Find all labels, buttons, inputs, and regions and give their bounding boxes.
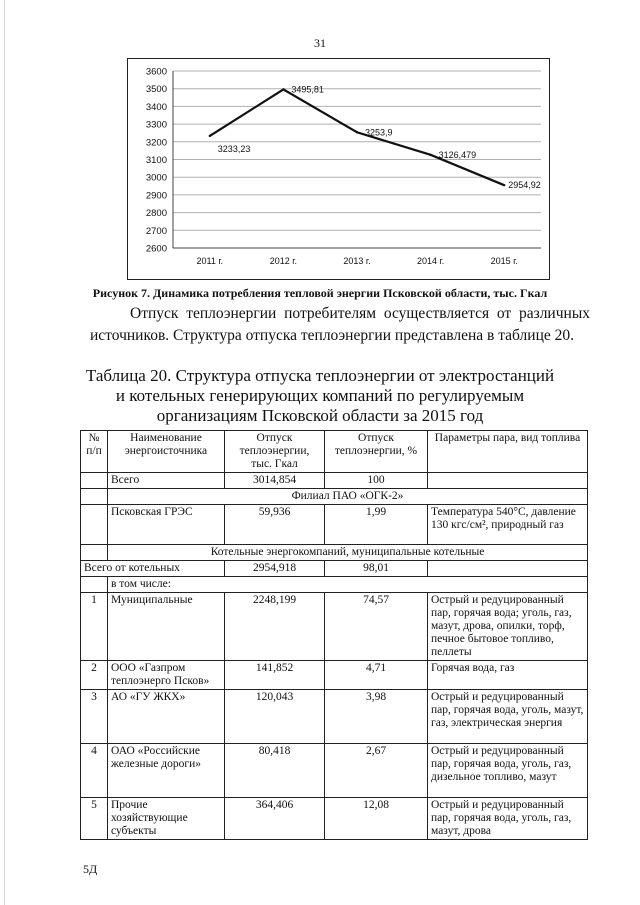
row-pct: 12,08 <box>325 798 428 840</box>
table-row <box>81 593 588 661</box>
header-source: Наименование энергоисточника <box>108 431 225 473</box>
row-name: Прочие хозяйствующие субъекты <box>108 798 225 840</box>
row-value: 141,852 <box>225 661 325 690</box>
gres-pct: 1,99 <box>325 505 428 545</box>
row-num: 2 <box>81 661 108 690</box>
x-tick-label: 2013 г. <box>343 256 371 266</box>
section-row <box>81 545 588 561</box>
boilers-total-pct: 98,01 <box>325 561 428 577</box>
x-tick-label: 2011 г. <box>196 256 224 266</box>
y-tick-label: 3200 <box>145 137 167 149</box>
row-pct: 74,57 <box>325 593 428 661</box>
section-ogk2: Филиал ПАО «ОГК-2» <box>108 489 588 505</box>
footer-mark: 5Д <box>83 862 98 876</box>
section-boilers: Котельные энергокомпаний, муниципальные котельные <box>108 545 588 561</box>
chart-svg <box>128 59 551 281</box>
row-name: ОАО «Российские железные дороги» <box>108 744 225 798</box>
row-params: Острый и редуцированный пар, горячая вода, уголь, газ, мазут, дрова <box>428 798 588 840</box>
row-pct: 2,67 <box>325 744 428 798</box>
total-row <box>81 473 588 489</box>
boilers-total-row <box>81 561 588 577</box>
y-tick-label: 3000 <box>145 172 167 184</box>
row-value: 80,418 <box>225 744 325 798</box>
total-pct: 100 <box>325 473 428 489</box>
data-label: 3233,23 <box>217 143 251 154</box>
row-pct: 3,98 <box>325 690 428 744</box>
including-label: в том числе: <box>108 577 588 593</box>
heat-supply-table <box>80 430 588 840</box>
data-label: 3253,9 <box>365 127 393 138</box>
page-edge <box>4 0 5 905</box>
y-tick-label: 2700 <box>145 225 167 237</box>
y-tick-label: 3300 <box>145 119 167 131</box>
header-row <box>81 431 588 473</box>
y-tick-label: 3600 <box>145 66 167 78</box>
y-tick-label: 3500 <box>145 84 167 96</box>
series-line <box>210 89 504 185</box>
total-value: 3014,854 <box>225 473 325 489</box>
data-point <box>282 88 284 90</box>
page-number: 31 <box>314 36 326 50</box>
y-tick-label: 2600 <box>145 243 167 255</box>
data-point <box>503 184 505 186</box>
row-value: 2248,199 <box>225 593 325 661</box>
row-name: АО «ГУ ЖКХ» <box>108 690 225 744</box>
data-label: 2954,92 <box>508 180 541 191</box>
table-row <box>81 661 588 690</box>
total-label: Всего <box>108 473 225 489</box>
gres-name: Псковская ГРЭС <box>108 505 225 545</box>
y-tick-label: 2900 <box>145 190 167 202</box>
data-point <box>209 135 211 137</box>
consumption-chart <box>127 58 550 280</box>
including-row <box>81 577 588 593</box>
row-name: Муниципальные <box>108 593 225 661</box>
gres-value: 59,936 <box>225 505 325 545</box>
row-num: 3 <box>81 690 108 744</box>
x-tick-label: 2012 г. <box>269 256 298 266</box>
table-row <box>81 505 588 545</box>
data-label: 3126,479 <box>438 149 477 160</box>
row-params: Горячая вода, газ <box>428 661 588 690</box>
header-num: № п/п <box>81 431 108 473</box>
row-num: 5 <box>81 798 108 840</box>
data-point <box>429 154 431 156</box>
y-tick-label: 2800 <box>145 208 167 220</box>
table-title: Таблица 20. Структура отпуска теплоэнергии от электростанций и котельных генерирующих компаний по регулируемым организациям Псковской области за 2015 год <box>85 366 555 425</box>
header-percent: Отпуск теплоэнергии, % <box>325 431 428 473</box>
table-row <box>81 690 588 744</box>
row-num: 1 <box>81 593 108 661</box>
row-params: Острый и редуцированный пар, горячая вода; уголь, газ, мазут, дрова, опилки, торф, печное бытовое топливо, пеллеты <box>428 593 588 661</box>
figure-caption: Рисунок 7. Динамика потребления тепловой энергии Псковской области, тыс. Гкал <box>92 286 548 300</box>
table-row <box>81 798 588 840</box>
x-tick-label: 2014 г. <box>416 256 445 266</box>
gres-params: Температура 540°С, давление 130 кгс/см², природный газ <box>428 505 588 545</box>
row-num: 4 <box>81 744 108 798</box>
data-point <box>356 131 358 133</box>
row-params: Острый и редуцированный пар, горячая вода, уголь, мазут, газ, электрическая энергия <box>428 690 588 744</box>
body-paragraph: Отпуск теплоэнергии потребителям осуществляется от различных источников. Структура отпуска теплоэнергии представлена в таблице 20. <box>90 305 590 344</box>
boilers-total-value: 2954,918 <box>225 561 325 577</box>
x-tick-label: 2015 г. <box>490 256 518 266</box>
row-pct: 4,71 <box>325 661 428 690</box>
row-name: ООО «Газпром теплоэнерго Псков» <box>108 661 225 690</box>
y-tick-label: 3400 <box>145 101 167 113</box>
header-params: Параметры пара, вид топлива <box>428 431 588 473</box>
row-params: Острый и редуцированный пар, горячая вода, уголь, газ, дизельное топливо, мазут <box>428 744 588 798</box>
header-output: Отпуск теплоэнергии, тыс. Гкал <box>225 431 325 473</box>
row-value: 120,043 <box>225 690 325 744</box>
data-label: 3495,81 <box>291 84 324 95</box>
y-tick-label: 3100 <box>145 155 167 166</box>
row-value: 364,406 <box>225 798 325 840</box>
boilers-total-label: Всего от котельных <box>81 561 225 577</box>
table-row <box>81 744 588 798</box>
section-row <box>81 489 588 505</box>
